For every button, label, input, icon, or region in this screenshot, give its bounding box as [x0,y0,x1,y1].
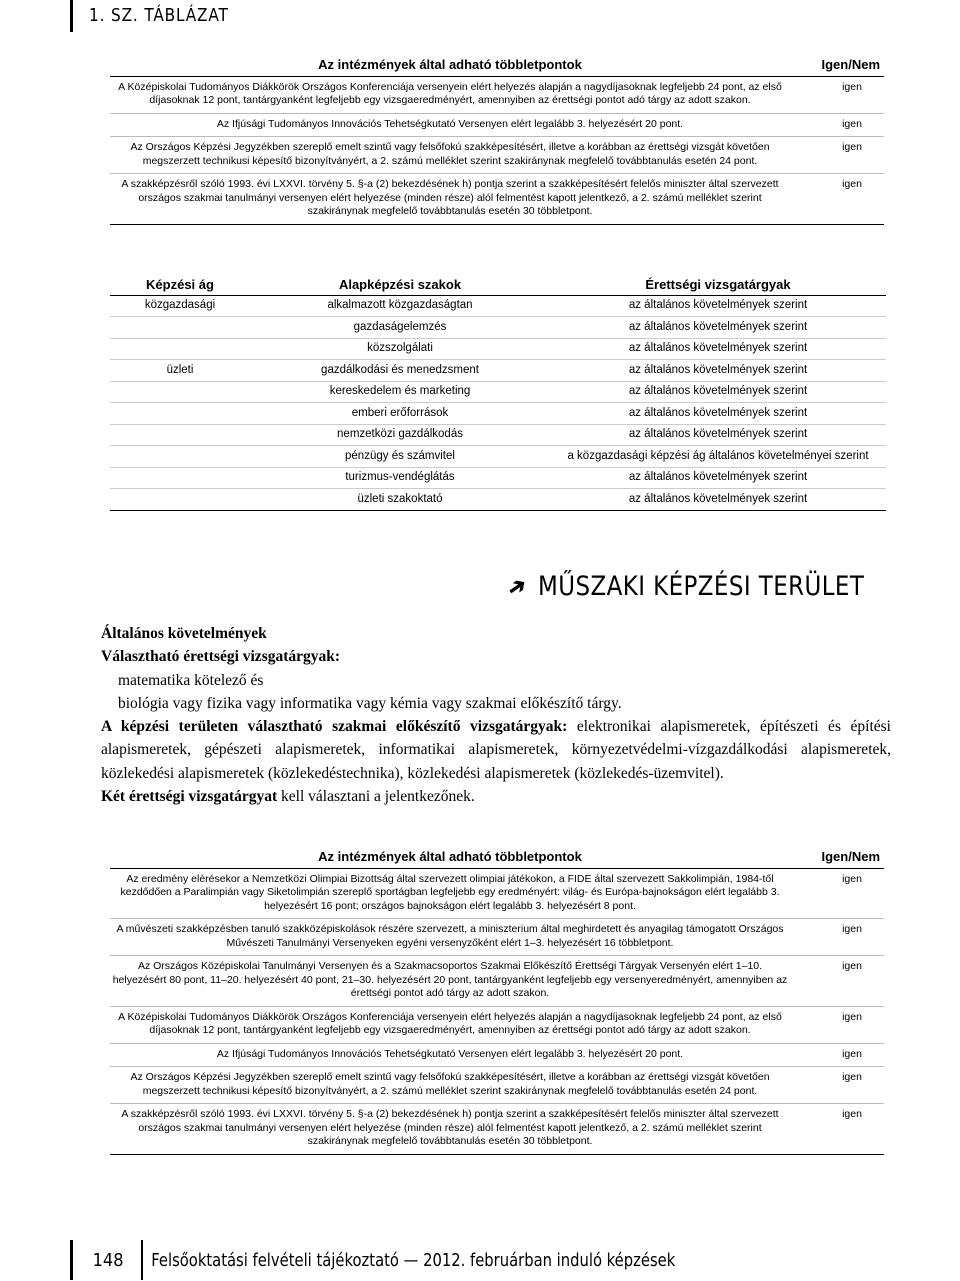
table-row [110,77,884,114]
prep-subjects-text: elektronikai alapismeretek, építészeti és építési alapismeretek, gépészeti alapismeretek, informatikai alapismeretek, környezetvédelmi-vízgazdálkodási alapismeretek, közlekedési alapismeretek (közlekedéstechnika), közlekedési alapismeretek (közlekedés-üzemvitel). [101,718,891,782]
row-text: Az Országos Képzési Jegyzékben szereplő emelt szintű vagy felsőfokú szakképesítésért, illetve a korábban az érettségi vizsgát követően megszerzett technikusi képesítő bizonyítványért, a 2. számú melléklet szerint szakiránynak megfelelő továbbtanulás esetén 24 pont. [130,1071,770,1097]
program-cell: nemzetközi gazdálkodás [337,428,463,440]
branch-cell: közgazdasági [144,299,216,311]
row-value: igen [842,960,862,972]
row-value: igen [842,141,862,153]
table-row [110,446,886,468]
bonus-points-table-2 [110,850,884,1155]
row-text: A művészeti szakképzésben tanuló szakközépiskolások részére szervezett, a miniszterium által meghirdetett és anyagilag támogatott Országos Művészeti Tanulmányi Versenyeken egyéni versenyzőként elért 1–3. helyezésért 16 többletpont. [116,923,784,949]
table-row [110,382,886,404]
col-header-exam-subjects: Érettségi vizsgatárgyak [645,277,791,292]
page-header [70,0,253,32]
row-value: igen [842,1108,862,1120]
row-text: A Középiskolai Tudományos Diákkörök Országos Konferenciája versenyein elért helyezés alapján a nagydíjasoknak legfeljebb 24 pont, az első díjasoknak 12 pont, tantárgyanként legfeljebb egy vizsgaeredményért, amennyiben az érettségi pontot adó tárgy az adott szakon. [118,80,782,106]
row-text: A Középiskolai Tudományos Diákkörök Országos Konferenciája versenyein elért helyezés alapján a nagydíjasoknak legfeljebb 24 pont, az első díjasoknak 12 pont, tantárgyanként legfeljebb egy vizsgaeredményért, amennyiben az érettségi pontot adó tárgy az adott szakon. [118,1010,782,1036]
row-text: Az Országos Képzési Jegyzékben szereplő emelt szintű vagy felsőfokú szakképesítésért, illetve a korábban az érettségi vizsgát követően megszerzett technikusi képesítő bizonyítványért, a 2. számú melléklet szerint szakiránynak megfelelő továbbtanulás esetén 24 pont. [130,141,770,167]
table-header [110,850,884,869]
two-subjects-line [101,785,891,808]
col-header-yes-no: Igen/Nem [821,57,880,72]
row-value: igen [842,1010,862,1023]
page-number: 148 [92,1249,124,1271]
table-row [110,1104,884,1155]
exam-subject-cell: az általános követelmények szerint [628,320,808,333]
requirements-text [101,622,891,808]
row-value: igen [842,80,862,93]
exam-subject-cell: az általános követelmények szerint [628,385,808,397]
table-row [110,360,886,382]
section-heading [502,570,922,602]
subject-line-2: biológia vagy fizika vagy informatika vagy kémia vagy szakmai előkészítő tárgy. [118,694,622,712]
bonus-points-table-1 [110,58,884,225]
table-row [110,956,884,1007]
program-cell: emberi erőforrások [351,406,449,419]
col-header-programs: Alapképzési szakok [338,277,462,292]
branch-cell: üzleti [166,363,194,376]
program-cell: alkalmazott közgazdaságtan [327,299,473,311]
table-row [110,425,886,447]
row-text: A szakképzésről szóló 1993. évi LXXVI. törvény 5. §-a (2) bekezdésének h) pontja szerint a szakképesítésért felelős miniszter által szervezett országos szakmai tanulmányi versenyen elért helyezése (minden része) alól felmentést kapott jelentkező, a 2. számú melléklet szerint szakiránynak megfelelő továbbtanulás esetén 30 többletpont. [121,178,779,217]
choosable-subjects-label: Választható érettségi vizsgatárgyak: [101,648,341,666]
page-footer [70,1240,792,1280]
row-text: Az Országos Középiskolai Tanulmányi Versenyen és a Szakmacsoportos Szakmai Előkészítő Érettségi Tárgyak Versenyén elért 1–10. helyezésért 80 pont, 11–20. helyezésért 40 pont, 21–30. helyezésért 20 pont, tantárgyanként legfeljebb egy versenyeredményért, amennyiben az érettségi pontot adó tárgy az adott szakon. [112,960,788,999]
row-value: igen [842,872,862,885]
program-cell: üzleti szakoktató [357,492,443,505]
prep-subjects-paragraph [101,715,891,785]
prep-subjects-label: A képzési területen választható szakmai előkészítő vizsgatárgyak: [101,718,568,736]
table-row [110,403,886,425]
exam-subject-cell: az általános követelmények szerint [628,406,808,419]
table-row [110,468,886,490]
table-row [110,1007,884,1044]
exam-subject-cell: a közgazdasági képzési ág általános követelményei szerint [567,449,869,462]
program-cell: gazdaságelemzés [353,320,447,333]
col-header-yes-no: Igen/Nem [821,849,880,864]
table-row [110,869,884,920]
table-row [110,174,884,225]
table-row [110,339,886,361]
program-cell: kereskedelem és marketing [329,385,471,397]
exam-subject-cell: az általános követelmények szerint [628,471,808,483]
table-row [110,489,886,511]
row-text: Az Ifjúsági Tudományos Innovációs Tehetségkutató Versenyen elért legalább 3. helyezésért 20 pont. [216,1047,684,1060]
exam-subject-cell: az általános követelmények szerint [628,299,808,311]
exam-subject-cell: az általános követelmények szerint [628,428,808,440]
table-header [110,58,884,77]
exam-subject-cell: az általános követelmények szerint [628,492,808,505]
col-header-points: Az intézmények által adható többletpontok [318,849,582,864]
col-header-points: Az intézmények által adható többletpontok [318,57,582,72]
section-title: MŰSZAKI KÉPZÉSI TERÜLET [538,571,865,602]
table-row [110,114,884,138]
arrow-icon: ➔ [502,570,532,602]
header-title: 1. SZ. TÁBLÁZAT [89,5,229,26]
row-value: igen [842,1047,862,1060]
table-header [110,278,886,296]
row-value: igen [842,117,862,130]
general-requirements-heading: Általános követelmények [101,625,267,642]
table-row [110,296,886,318]
table-row [110,1044,884,1068]
program-cell: gazdálkodási és menedzsment [321,363,479,376]
col-header-branch: Képzési ág [146,277,214,292]
row-text: Az Ifjúsági Tudományos Innovációs Tehetségkutató Versenyen elért legalább 3. helyezésért 20 pont. [216,117,684,130]
exam-subjects-table [110,278,886,511]
table-row [110,137,884,174]
two-subjects-text: kell választani a jelentkezőnek. [277,788,475,806]
two-subjects-label: Két érettségi vizsgatárgyat [101,788,278,806]
program-cell: pénzügy és számvitel [345,449,455,462]
exam-subject-cell: az általános követelmények szerint [628,363,808,376]
table-row [110,317,886,339]
row-text: A szakképzésről szóló 1993. évi LXXVI. törvény 5. §-a (2) bekezdésének h) pontja szerint a szakképesítésért felelős miniszter által szervezett országos szakmai tanulmányi versenyen elért helyezése (minden része) alól felmentést kapott jelentkező, a 2. számú melléklet szerint szakiránynak megfelelő továbbtanulás esetén 30 többletpont. [121,1108,779,1147]
row-value: igen [842,178,862,190]
table-row [110,1067,884,1104]
exam-subject-cell: az általános követelmények szerint [628,342,808,354]
program-cell: turizmus-vendéglátás [345,471,455,483]
table-row [110,919,884,956]
row-value: igen [842,923,862,935]
subject-line-1: matematika kötelező és [118,671,264,689]
row-value: igen [842,1071,862,1083]
footer-title: Felsőoktatási felvételi tájékoztató — 2012. februárban induló képzések [151,1249,676,1271]
program-cell: közszolgálati [367,342,433,354]
row-text: Az eredmény elérésekor a Nemzetközi Olimpiai Bizottság által szervezett olimpiai játékokon, a FIDE által szervezett Sakkolimpián, 1984-től kezdődően a Paralimpián vagy Siketolimpián szereplő sportágban legfeljebb egy eredményért: világ- és Európa-bajnokságon elért legalább 3. helyezésért 16 pont; országos bajnokságon elért legalább 3. helyezésért 8 pont. [120,872,780,912]
